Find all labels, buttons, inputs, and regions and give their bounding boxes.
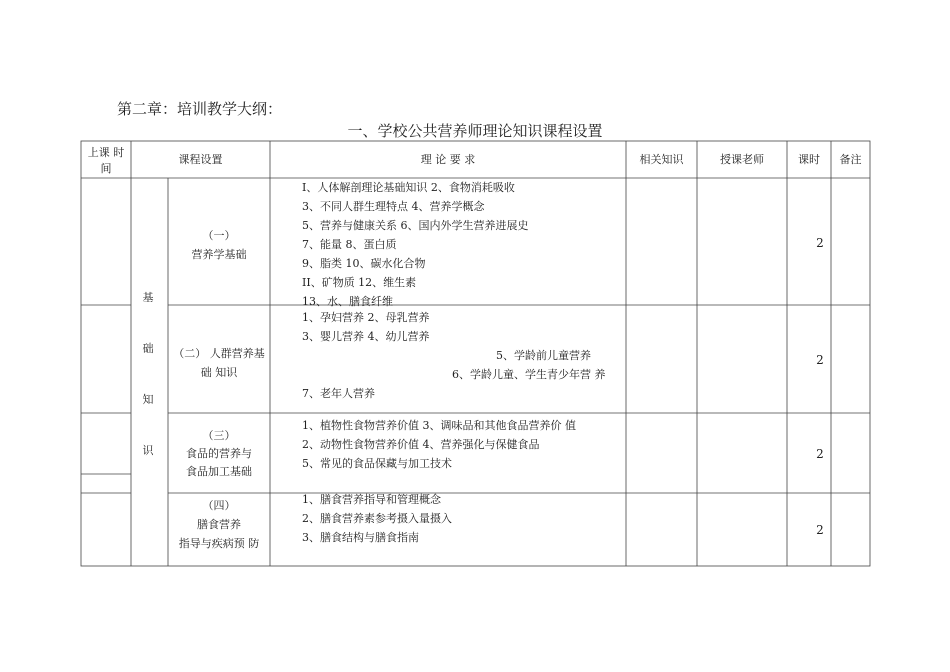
chapter-heading: 第二章：培训教学大纲： — [117, 100, 283, 118]
section-title: 一、学校公共营养师理论知识课程设置 — [347, 122, 603, 140]
theory-line: 7、能量 8、蛋白质 — [302, 238, 397, 251]
course-label: 营养学基础 — [191, 248, 247, 261]
course-label: （四） — [202, 499, 236, 512]
theory-line: 1、膳食营养指导和管理概念 — [302, 493, 441, 506]
course-label: 食品的营养与 — [186, 447, 252, 460]
hours-value: 2 — [816, 236, 824, 250]
theory-line: 6、学龄儿童、学生青少年营 养 — [452, 368, 606, 381]
theory-line: 7、老年人营养 — [302, 387, 375, 400]
theory-line: 3、膳食结构与膳食指南 — [302, 531, 419, 544]
theory-line: I、人体解剖理论基础知识 2、食物消耗吸收 — [302, 181, 515, 194]
theory-line: 1、孕妇营养 2、母乳营养 — [302, 311, 430, 324]
category-char: 识 — [142, 444, 154, 457]
course-label: （三） — [202, 429, 236, 442]
theory-line: 3、婴儿营养 4、幼儿营养 — [302, 330, 430, 343]
course-cell — [168, 427, 270, 481]
hours-value: 2 — [816, 447, 824, 461]
course-label: 础 知识 — [200, 366, 238, 379]
course-label: 膳食营养 — [197, 518, 241, 531]
theory-line: 3、不同人群生理特点 4、营养学概念 — [302, 200, 485, 213]
theory-line: 1、植物性食物营养价值 3、调味品和其他食品营养价 值 — [302, 419, 576, 432]
category-char: 知 — [142, 393, 154, 406]
header-teacher: 授课老师 — [720, 153, 764, 166]
course-cell — [168, 496, 270, 553]
theory-cell — [302, 308, 622, 403]
theory-line: 5、常见的食品保藏与加工技术 — [302, 457, 452, 470]
course-cell — [168, 344, 270, 382]
header-notes: 备注 — [839, 153, 862, 166]
theory-line: 2、动物性食物营养价值 4、营养强化与保健食品 — [302, 438, 540, 451]
course-label: 食品加工基础 — [186, 465, 252, 478]
course-cell — [168, 226, 270, 264]
theory-line: 9、脂类 10、碳水化合物 — [302, 257, 426, 270]
theory-line: 13、水、膳食纤维 — [302, 295, 393, 308]
theory-cell — [302, 178, 529, 311]
hours-value: 2 — [816, 353, 824, 367]
theory-line: 2、膳食营养素参考摄入量摄入 — [302, 512, 452, 525]
header-time: 上课 时间 — [87, 146, 125, 175]
course-label: （二） 人群营养基 — [173, 347, 265, 360]
category-char: 础 — [142, 342, 154, 355]
header-course: 课程设置 — [178, 153, 223, 166]
header-related: 相关知识 — [639, 153, 684, 166]
theory-line: 5、营养与健康关系 6、国内外学生营养进展史 — [302, 219, 529, 232]
theory-cell — [302, 490, 452, 547]
course-label: （一） — [202, 229, 236, 242]
theory-cell — [302, 416, 576, 473]
header-hours: 课时 — [798, 153, 820, 166]
hours-value: 2 — [816, 523, 824, 537]
course-label: 指导与疾病预 防 — [178, 537, 260, 550]
theory-line: II、矿物质 12、维生素 — [302, 276, 417, 289]
header-theory: 理 论 要 求 — [420, 153, 476, 166]
theory-line: 5、学龄前儿童营养 — [496, 349, 591, 362]
category-char: 基 — [142, 291, 154, 304]
